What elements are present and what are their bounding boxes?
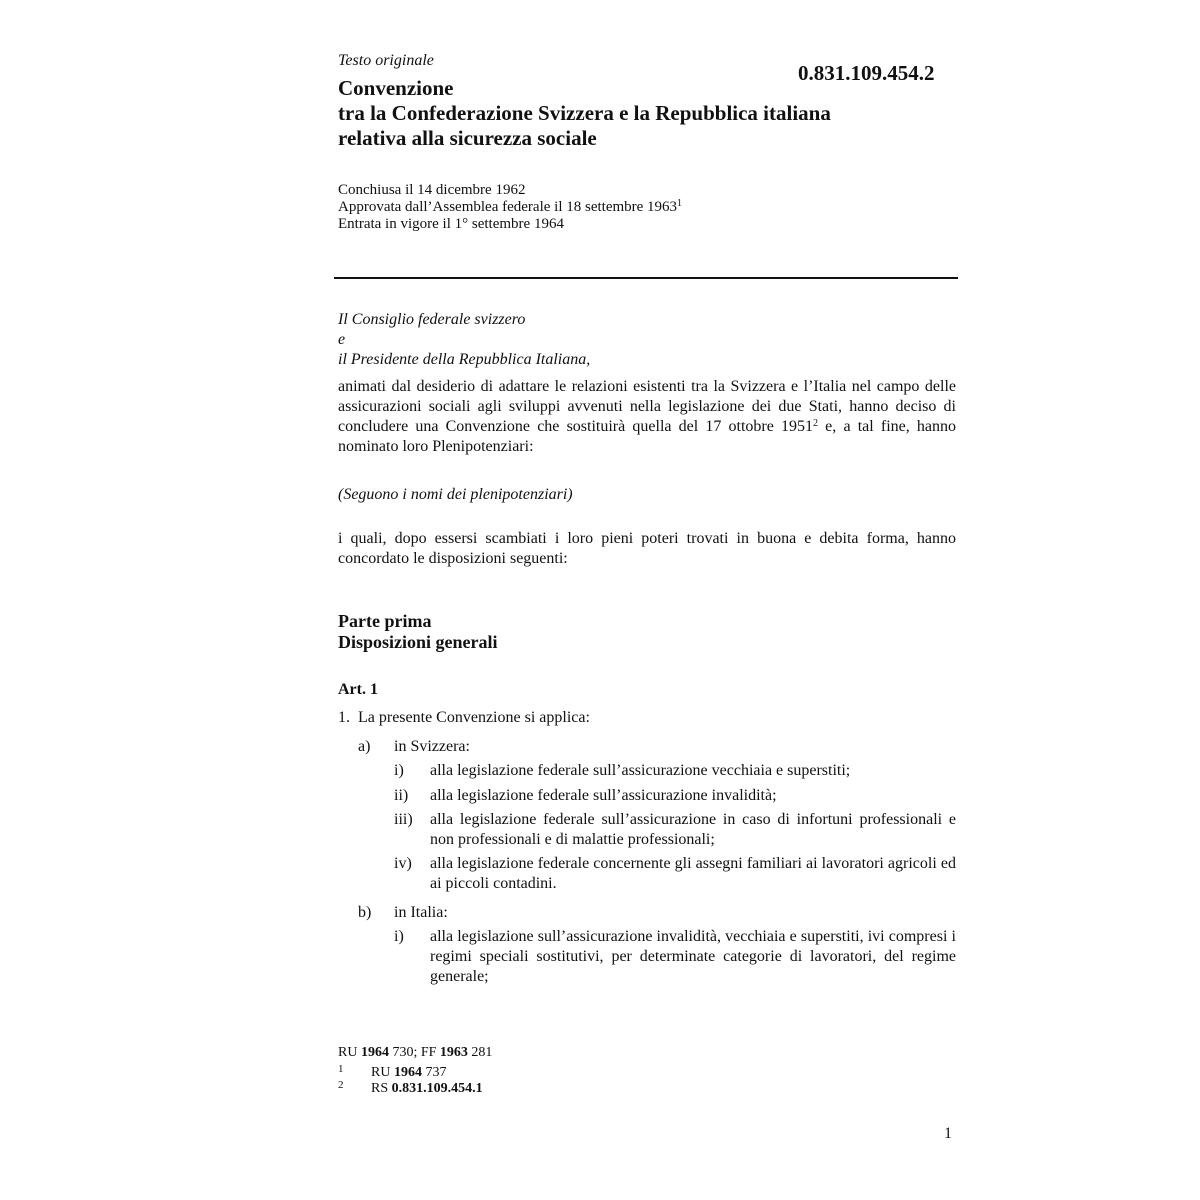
title-line-2: tra la Confederazione Svizzera e la Repubblica italiana: [338, 101, 831, 125]
preamble-paragraph: [338, 377, 956, 457]
sr-number: 0.831.109.454.2: [798, 61, 935, 85]
article-item-1: [338, 709, 590, 727]
plenipotentiaries-note: (Seguono i nomi dei plenipotenziari): [338, 486, 573, 503]
date-approved: Approvata dall’Assemblea federale il 18 settembre 1963: [338, 199, 678, 215]
source-ru-year: 1964: [360, 1045, 389, 1060]
date-concluded: Conchiusa il 14 dicembre 1962: [338, 182, 526, 198]
sublist-a-item-2-label: ii): [394, 787, 409, 804]
footnote-2-number: 2: [338, 1079, 344, 1091]
sublist-a-item-4-label: iv): [394, 855, 412, 872]
agreement-paragraph: i quali, dopo essersi scambiati i loro pieni poteri trovati in buona e debita forma, hanno concordato le disposizioni seguenti:: [338, 530, 956, 567]
document-title: [338, 76, 978, 151]
article-title: Art. 1: [338, 681, 378, 698]
footnote-1-page: 737: [421, 1065, 447, 1080]
source-ff-year: 1963: [439, 1045, 468, 1060]
footnote-1-prefix: RU: [371, 1065, 394, 1080]
sublist-a-label: a): [358, 738, 371, 755]
sublist-a-text: in Svizzera:: [394, 738, 470, 755]
source-ru-page: 730; FF: [388, 1045, 440, 1060]
sublist-a-item-2-text: alla legislazione federale sull’assicurazione invalidità;: [430, 787, 777, 804]
sublist-a-item-1-label: i): [394, 762, 404, 779]
sublist-a-item-1-text: alla legislazione federale sull’assicurazione vecchiaia e superstiti;: [430, 762, 851, 779]
title-line-3: relativa alla sicurezza sociale: [338, 126, 597, 150]
sublist-b-label: b): [358, 904, 372, 921]
part-heading: [338, 611, 498, 653]
source-ru-label: RU: [338, 1045, 361, 1060]
footnote-2-reference: 0.831.109.454.1: [391, 1081, 483, 1096]
sublist-a-item-4-text: alla legislazione federale concernente gli assegni familiari ai lavoratori agricoli ed ai piccoli contadini.: [430, 855, 956, 892]
footnote-2-text: [371, 1081, 483, 1096]
footnote-1-number: 1: [338, 1063, 344, 1075]
source-reference: [338, 1045, 492, 1060]
preamble-text-b: e, a tal fine, hanno nominato loro Plenipotenziari:: [338, 418, 957, 455]
article-item-intro: La presente Convenzione si applica:: [358, 709, 590, 726]
party-conjunction: e: [338, 331, 346, 348]
dates-block: [338, 182, 682, 233]
party-swiss-council: Il Consiglio federale svizzero: [338, 311, 526, 328]
party-italian-president: il Presidente della Repubblica Italiana,: [338, 351, 591, 368]
separator-rule: [334, 277, 958, 279]
footnote-1-text: [371, 1065, 446, 1080]
footnote-2-prefix: RS: [371, 1081, 392, 1096]
source-ff-page: 281: [467, 1045, 493, 1060]
part-subtitle: Disposizioni generali: [338, 632, 498, 652]
date-approved-line: [338, 199, 682, 216]
sublist-b-text: in Italia:: [394, 904, 448, 921]
original-text-label: Testo originale: [338, 52, 434, 69]
part-title: Parte prima: [338, 611, 432, 631]
page-number: 1: [944, 1125, 952, 1142]
article-item-number: 1.: [338, 709, 350, 726]
sublist-b-item-1-label: i): [394, 928, 404, 945]
preamble-text-a: animati dal desiderio di adattare le relazioni esistenti tra la Svizzera e l’Italia nel campo delle assicurazioni sociali agli sviluppi avvenuti nella legislazione dei due Stati, hanno deciso di concludere una Convenzione che sostituirà quella del 17 ottobre 1951: [338, 378, 956, 435]
footnote-ref-2[interactable]: 2: [813, 418, 819, 429]
sublist-a-item-3-label: iii): [394, 811, 413, 828]
title-line-1: Convenzione: [338, 76, 454, 100]
footnote-ref-1[interactable]: 1: [677, 198, 683, 209]
footnote-1-year: 1964: [393, 1065, 422, 1080]
contracting-parties: [338, 310, 590, 370]
sublist-a-item-3-text: alla legislazione federale sull’assicurazione in caso di infortuni professionali e non professionali e di malattie professionali;: [430, 811, 956, 848]
sublist-b-item-1-text: alla legislazione sull’assicurazione invalidità, vecchiaia e superstiti, ivi compresi i regimi speciali sostitutivi, per determinate categorie di lavoratori, del regime generale;: [430, 928, 956, 985]
date-in-force: Entrata in vigore il 1° settembre 1964: [338, 216, 564, 232]
